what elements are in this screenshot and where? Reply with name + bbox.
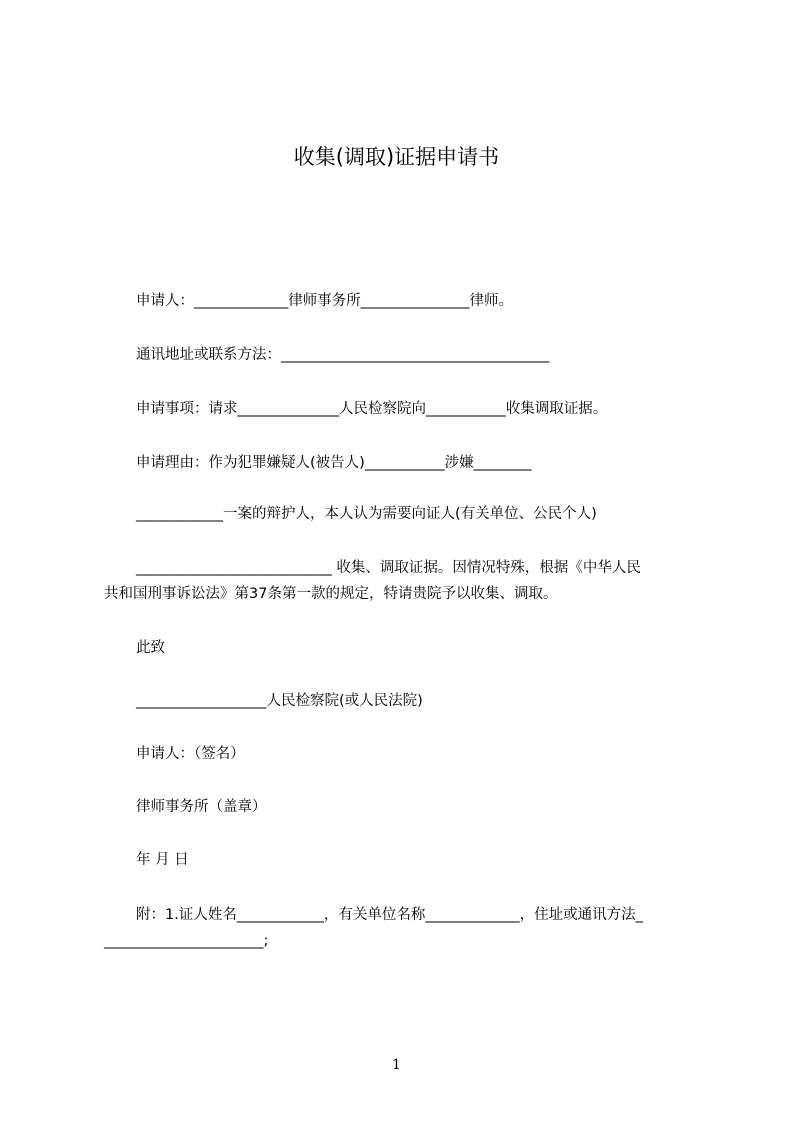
applicant-signature-line: 申请人：（签名） bbox=[136, 746, 245, 762]
attachment-line: 附：1.证人姓名____________，有关单位名称_____________，住址或通讯方法_ bbox=[136, 907, 643, 923]
law-firm-seal-line: 律师事务所（盖章） bbox=[136, 799, 267, 815]
contact-line: 通讯地址或联系方法：_____________________________________ bbox=[136, 347, 550, 363]
request-matter-line: 申请事项：请求______________人民检察院向___________收集调取证据。 bbox=[136, 401, 608, 417]
salutation-line: 此致 bbox=[136, 640, 165, 656]
attachment-continuation-line: ______________________; bbox=[104, 933, 269, 949]
request-reason-line: 申请理由：作为犯罪嫌疑人(被告人)___________涉嫌________ bbox=[136, 455, 532, 471]
defender-line: ____________一案的辩护人，本人认为需要向证人(有关单位、公民个人) bbox=[136, 506, 597, 522]
page-number: 1 bbox=[392, 1057, 401, 1073]
recipient-line: __________________人民检察院(或人民法院) bbox=[136, 693, 423, 709]
applicant-line: 申请人：_____________律师事务所_______________律师。 bbox=[136, 293, 513, 309]
legal-basis-line: 共和国刑事诉讼法》第37条第一款的规定，特请贵院予以收集、调取。 bbox=[104, 586, 558, 602]
date-line: 年 月 日 bbox=[136, 852, 189, 868]
document-title: 收集(调取)证据申请书 bbox=[293, 145, 500, 169]
evidence-collection-line: ___________________________ 收集、调取证据。因情况特殊，根据《中华人民 bbox=[136, 560, 641, 576]
